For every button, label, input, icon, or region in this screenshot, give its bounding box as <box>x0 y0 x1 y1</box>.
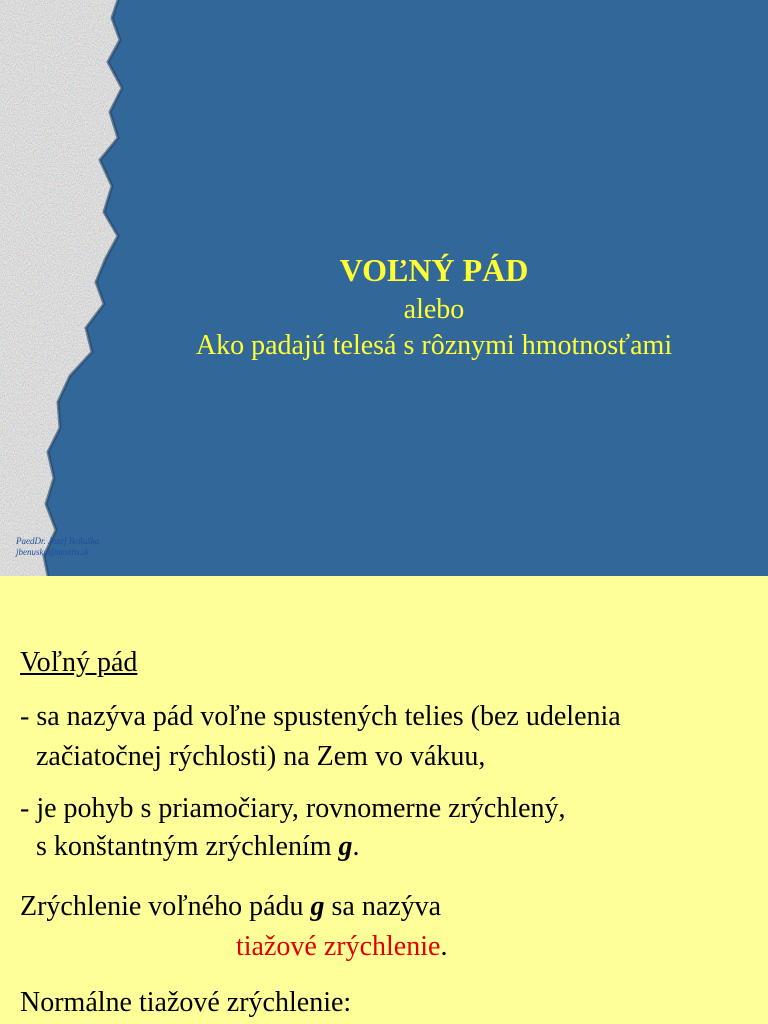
slide-content <box>0 576 768 1024</box>
subtitle-line-1: alebo <box>403 294 465 325</box>
bullet-2-text: s konštantným zrýchlením <box>36 831 339 862</box>
highlighted-term: tiažové zrýchlenie <box>236 931 441 962</box>
bullet-2-period: . <box>352 831 360 862</box>
paragraph-1-text: Zrýchlenie voľného pádu <box>20 891 311 922</box>
paragraph-1-line-1 <box>20 890 441 924</box>
bullet-1-line-1: - sa nazýva pád voľne spustených telies (bez udelenia <box>20 701 621 732</box>
bullet-2-line-2 <box>36 830 360 864</box>
granite-texture-border <box>0 0 140 576</box>
subtitle-line-2: Ako padajú telesá s rôznymi hmotnosťami <box>195 330 673 361</box>
symbol-g: g <box>310 891 325 922</box>
author-name: PaedDr. Jozef Beňuška <box>16 536 100 546</box>
section-heading: Voľný pád <box>20 647 138 678</box>
paragraph-1-period: . <box>440 931 448 962</box>
author-credit <box>16 536 99 558</box>
paragraph-1-line-2 <box>236 930 447 964</box>
slide-title-text: VOĽNÝ PÁD <box>339 252 529 288</box>
author-email: jbenuska@nextra.sk <box>16 547 90 557</box>
bullet-2-line-1: - je pohyb s priamočiary, rovnomerne zrýchlený, <box>20 793 566 824</box>
paragraph-2: Normálne tiažové zrýchlenie: <box>20 987 352 1018</box>
bullet-1-line-2: začiatočnej rýchlosti) na Zem vo vákuu, <box>36 741 486 772</box>
title-block <box>120 248 748 364</box>
paragraph-1-tail: sa nazýva <box>324 891 442 922</box>
symbol-g: g <box>338 831 353 862</box>
